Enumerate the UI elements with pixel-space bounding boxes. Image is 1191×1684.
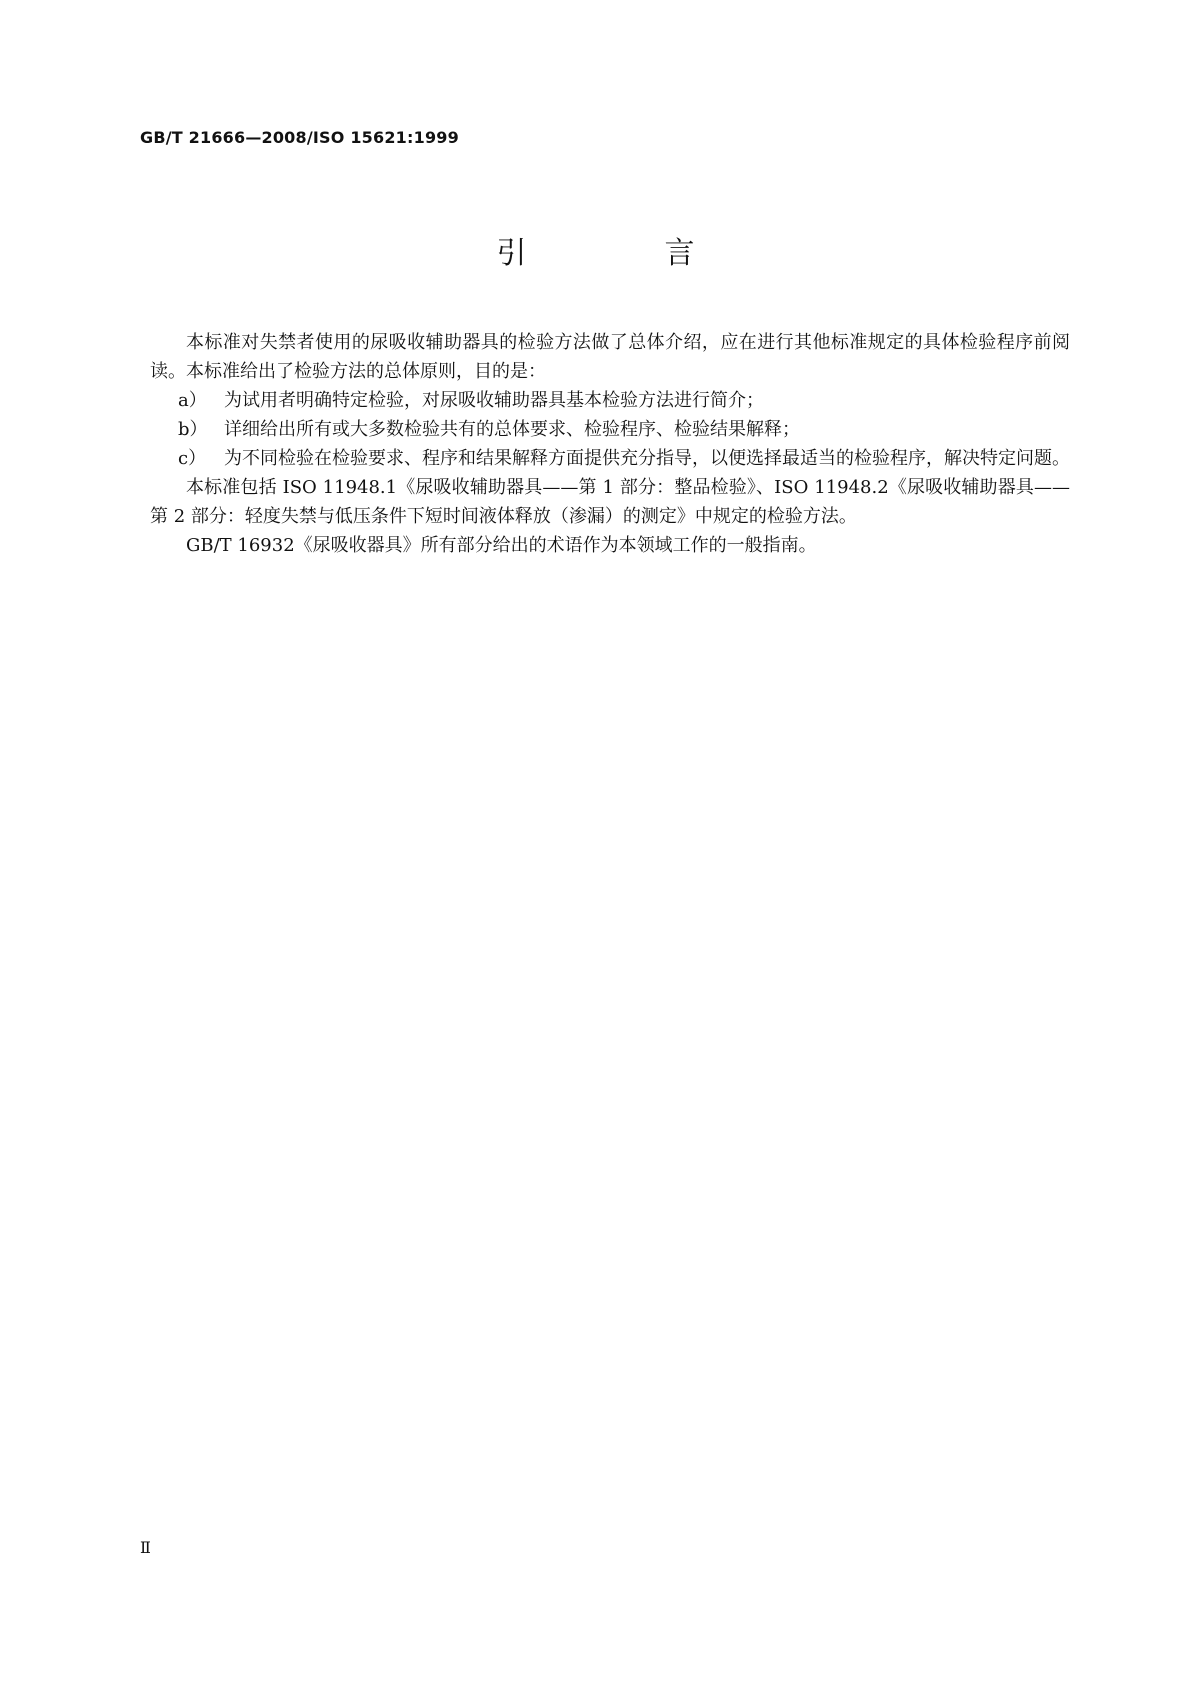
- list-item-label: a）: [178, 390, 207, 411]
- standard-code-header: GB/T 21666—2008/ISO 15621:1999: [140, 128, 459, 147]
- list-item: [150, 444, 1070, 473]
- intro-paragraph: 本标准对失禁者使用的尿吸收辅助器具的检验方法做了总体介绍，应在进行其他标准规定的具体检验程序前阅读。本标准给出了检验方法的总体原则，目的是：: [150, 332, 1070, 382]
- page-title: 引 言: [496, 236, 749, 271]
- list-item: [150, 415, 1070, 444]
- list-item-label: b）: [178, 419, 208, 440]
- scope-paragraph: 本标准包括 ISO 11948.1《尿吸收辅助器具——第 1 部分：整品检验》、ISO 11948.2《尿吸收辅助器具——第 2 部分：轻度失禁与低压条件下短时间液体释放（渗漏）的测定》中规定的检验方法。: [150, 477, 1070, 527]
- document-body: [150, 328, 1070, 560]
- list-item-text: 详细给出所有或大多数检验共有的总体要求、检验程序、检验结果解释；: [224, 419, 800, 440]
- list-item: [150, 386, 1070, 415]
- list-item-text: 为试用者明确特定检验，对尿吸收辅助器具基本检验方法进行简介；: [224, 390, 764, 411]
- list-item-text: 为不同检验在检验要求、程序和结果解释方面提供充分指导，以便选择最适当的检验程序，解决特定问题。: [224, 448, 1070, 469]
- list-item-label: c）: [178, 448, 207, 469]
- page-number: Ⅱ: [140, 1538, 151, 1557]
- terminology-paragraph: GB/T 16932《尿吸收器具》所有部分给出的术语作为本领域工作的一般指南。: [186, 535, 817, 556]
